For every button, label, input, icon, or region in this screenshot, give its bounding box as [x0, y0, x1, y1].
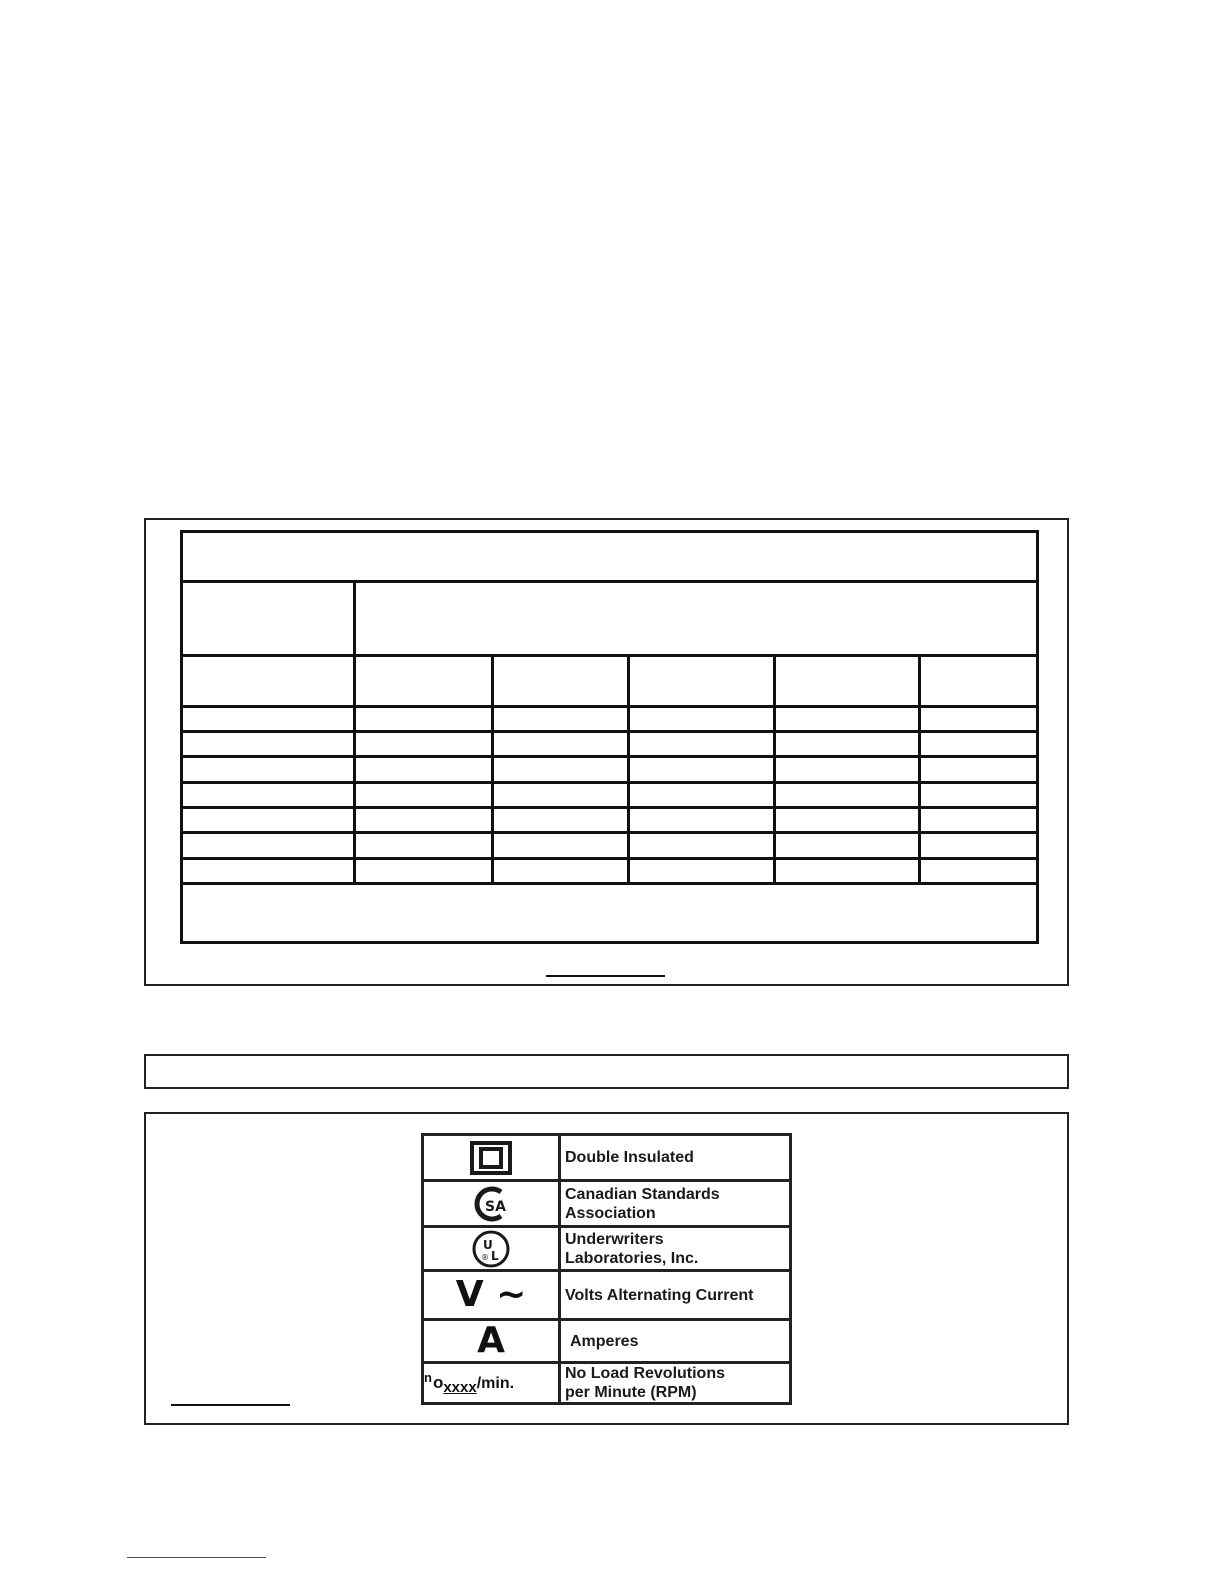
table-row	[182, 807, 1038, 832]
footer-link-underline	[127, 1557, 266, 1558]
definition-ul: Underwriters Laboratories, Inc.	[560, 1227, 791, 1271]
definition-rpm: No Load Revolutions per Minute (RPM)	[560, 1363, 791, 1404]
table-row	[182, 858, 1038, 883]
symbols-table	[421, 1133, 792, 1405]
column-header-cell	[182, 655, 355, 706]
double-insulated-icon	[423, 1135, 560, 1181]
definition-volts-ac: Volts Alternating Current	[560, 1271, 791, 1320]
amperes-icon: A	[423, 1320, 560, 1363]
caption-underline	[546, 975, 665, 977]
column-header-cell	[493, 655, 629, 706]
column-header-cell	[920, 655, 1038, 706]
symbols-caption-underline	[171, 1404, 290, 1406]
rpm-symbol: $^n$oxxxx/min.	[423, 1363, 560, 1404]
table-row	[182, 706, 1038, 731]
column-header-cell	[775, 655, 920, 706]
symbol-row-rpm	[423, 1363, 791, 1404]
svg-text:U: U	[483, 1237, 493, 1252]
csa-icon	[423, 1181, 560, 1227]
definition-csa: Canadian Standards Association	[560, 1181, 791, 1227]
table-row	[182, 782, 1038, 807]
symbol-row-amperes	[423, 1320, 791, 1363]
blank-grid-table	[180, 530, 1039, 944]
svg-text:L: L	[491, 1248, 499, 1263]
column-header-cell	[355, 655, 493, 706]
ul-icon	[423, 1227, 560, 1271]
symbol-row-double-insulated	[423, 1135, 791, 1181]
symbol-row-ul	[423, 1227, 791, 1271]
definition-amperes: Amperes	[560, 1320, 791, 1363]
header-cell	[182, 581, 355, 655]
column-header-cell	[629, 655, 775, 706]
svg-text:®: ®	[481, 1252, 489, 1262]
table-title-cell	[182, 532, 1038, 582]
symbol-row-csa	[423, 1181, 791, 1227]
volts-ac-icon: V ~	[423, 1271, 560, 1320]
table-row	[182, 757, 1038, 782]
definition-double-insulated: Double Insulated	[560, 1135, 791, 1181]
table-row	[182, 833, 1038, 858]
header-span-cell	[355, 581, 1038, 655]
table-row	[182, 731, 1038, 756]
svg-text:SA: SA	[485, 1198, 506, 1215]
table-footnote-cell	[182, 884, 1038, 943]
symbol-row-volts-ac	[423, 1271, 791, 1320]
section-banner-box	[144, 1054, 1069, 1089]
